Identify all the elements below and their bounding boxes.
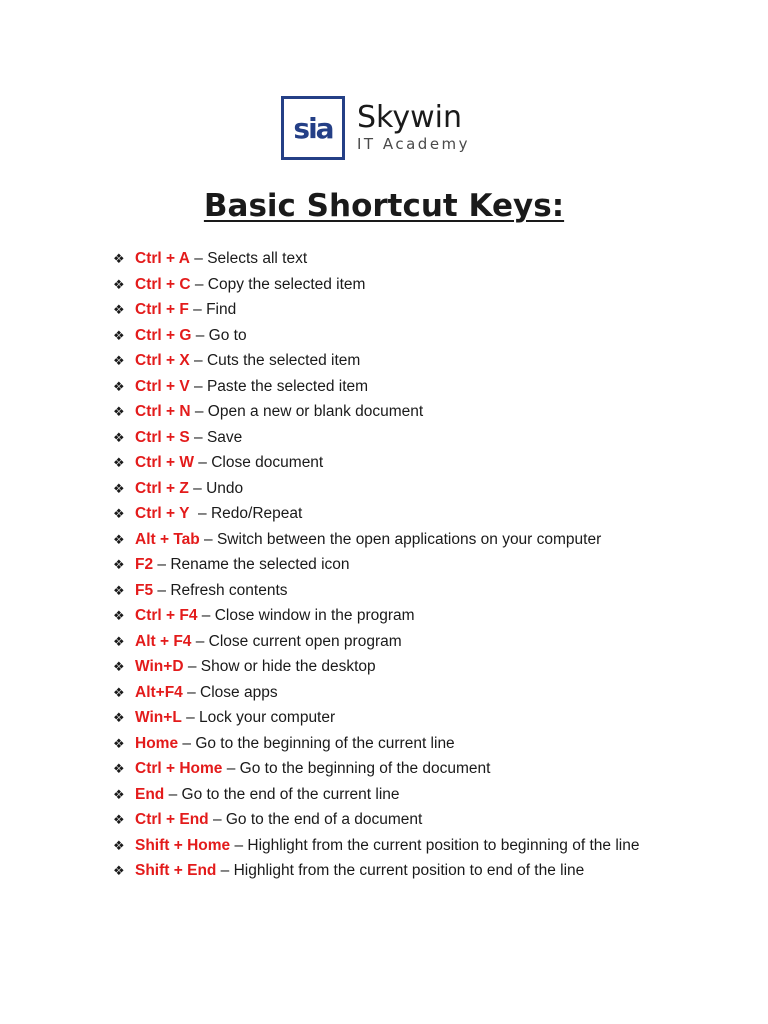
list-item xyxy=(113,374,639,400)
shortcut-separator: – xyxy=(222,760,240,777)
shortcut-key: Home xyxy=(135,734,179,752)
shortcut-key: Win+D xyxy=(135,658,184,675)
diamond-bullet-icon: ❖ xyxy=(113,786,125,802)
shortcut-description: Go to the beginning of the document xyxy=(239,760,491,777)
shortcut-key: Ctrl + F xyxy=(135,301,189,318)
list-item xyxy=(113,476,639,502)
shortcut-description: Show or hide the desktop xyxy=(200,658,376,675)
shortcut-description: Cuts the selected item xyxy=(206,352,361,369)
shortcut-description: Highlight from the current position to beginning of the line xyxy=(247,836,640,854)
shortcut-separator: – xyxy=(190,403,208,420)
diamond-bullet-icon: ❖ xyxy=(113,582,125,598)
shortcut-key: Ctrl + W xyxy=(135,454,194,471)
diamond-bullet-icon: ❖ xyxy=(113,659,125,674)
shortcut-description: Go to the end of the current line xyxy=(181,785,400,803)
shortcut-description: Open a new or blank document xyxy=(207,403,424,420)
shortcut-separator: – xyxy=(191,326,209,344)
shortcut-separator: – xyxy=(199,530,217,548)
list-item xyxy=(113,833,639,859)
diamond-bullet-icon: ❖ xyxy=(113,608,125,623)
list-item xyxy=(113,654,639,680)
shortcut-separator: – xyxy=(189,250,208,267)
shortcut-separator: – xyxy=(182,683,201,701)
shortcut-key: Ctrl + Home xyxy=(135,760,223,777)
shortcut-separator: – xyxy=(164,785,182,803)
shortcut-separator: – xyxy=(181,709,200,726)
shortcut-key: Ctrl + C xyxy=(135,275,191,293)
shortcut-key: Ctrl + Y xyxy=(135,505,190,522)
list-item xyxy=(113,603,639,629)
shortcut-key: Ctrl + N xyxy=(135,403,191,420)
list-item xyxy=(113,782,639,808)
list-item xyxy=(113,501,639,527)
logo xyxy=(281,93,470,163)
diamond-bullet-icon: ❖ xyxy=(113,506,125,521)
diamond-bullet-icon: ❖ xyxy=(113,251,125,266)
shortcut-separator: – xyxy=(183,658,201,675)
list-item xyxy=(113,425,639,451)
diamond-bullet-icon: ❖ xyxy=(113,302,125,317)
diamond-bullet-icon: ❖ xyxy=(113,837,125,853)
shortcut-description: Paste the selected item xyxy=(206,377,369,395)
shortcut-separator: – xyxy=(188,479,207,497)
shortcut-description: Rename the selected icon xyxy=(170,556,350,573)
shortcut-description: Go to the beginning of the current line xyxy=(195,734,455,752)
shortcut-separator: – xyxy=(189,428,207,446)
list-item xyxy=(113,705,639,731)
diamond-bullet-icon: ❖ xyxy=(113,812,125,827)
shortcut-description: Switch between the open applications on your computer xyxy=(216,530,602,548)
shortcut-description: Selects all text xyxy=(207,250,308,267)
list-item xyxy=(113,399,639,425)
shortcut-separator: – xyxy=(191,632,209,650)
page-title: Basic Shortcut Keys: xyxy=(203,188,565,224)
diamond-bullet-icon: ❖ xyxy=(113,276,125,292)
shortcut-separator: – xyxy=(190,275,208,293)
shortcut-separator: – xyxy=(178,734,196,752)
list-item xyxy=(113,756,639,782)
diamond-bullet-icon: ❖ xyxy=(113,684,125,700)
list-item xyxy=(113,450,639,476)
list-item xyxy=(113,858,639,884)
shortcut-separator: – xyxy=(153,581,171,599)
shortcut-description: Copy the selected item xyxy=(207,275,366,293)
shortcut-key: Shift + Home xyxy=(135,836,231,854)
shortcut-separator: – xyxy=(208,811,226,828)
list-item xyxy=(113,629,639,655)
list-item xyxy=(113,246,639,272)
logo-text xyxy=(357,102,470,154)
shortcut-key: Alt+F4 xyxy=(135,683,183,701)
shortcut-key: Alt + F4 xyxy=(135,632,192,650)
diamond-bullet-icon: ❖ xyxy=(113,710,125,725)
logo-mark-text: sia xyxy=(293,111,333,145)
shortcut-description: Undo xyxy=(206,479,244,497)
shortcut-key: F2 xyxy=(135,556,154,573)
list-item xyxy=(113,527,639,553)
shortcut-description: Refresh contents xyxy=(170,581,288,599)
shortcut-key: Ctrl + V xyxy=(135,377,190,395)
shortcut-description: Close window in the program xyxy=(214,607,415,624)
shortcut-key: Ctrl + F4 xyxy=(135,607,198,624)
list-item xyxy=(113,272,639,298)
list-item xyxy=(113,297,639,323)
shortcut-key: End xyxy=(135,785,165,803)
shortcut-description: Highlight from the current position to end of the line xyxy=(233,862,585,879)
shortcut-separator: – xyxy=(153,556,171,573)
shortcut-key: Ctrl + G xyxy=(135,326,192,344)
logo-mark xyxy=(281,96,345,160)
list-item xyxy=(113,680,639,706)
shortcut-description: Save xyxy=(206,428,243,446)
shortcut-key: Ctrl + A xyxy=(135,250,190,267)
shortcut-key: Win+L xyxy=(135,709,182,726)
diamond-bullet-icon: ❖ xyxy=(113,735,125,751)
list-item xyxy=(113,578,639,604)
diamond-bullet-icon: ❖ xyxy=(113,378,125,394)
logo-subtitle: IT Academy xyxy=(357,135,471,153)
diamond-bullet-icon: ❖ xyxy=(113,761,125,776)
shortcut-separator: – xyxy=(194,454,212,471)
shortcut-description: Lock your computer xyxy=(199,709,336,726)
diamond-bullet-icon: ❖ xyxy=(113,455,125,470)
list-item xyxy=(113,323,639,349)
list-item xyxy=(113,807,639,833)
shortcut-separator: – xyxy=(188,301,207,318)
diamond-bullet-icon: ❖ xyxy=(113,429,125,445)
diamond-bullet-icon: ❖ xyxy=(113,327,125,343)
diamond-bullet-icon: ❖ xyxy=(113,404,125,419)
list-item xyxy=(113,348,639,374)
shortcut-key: Shift + End xyxy=(135,862,217,879)
diamond-bullet-icon: ❖ xyxy=(113,633,125,649)
shortcut-description: Go to xyxy=(208,326,247,344)
shortcut-list xyxy=(113,246,639,884)
shortcut-key: Ctrl + S xyxy=(135,428,190,446)
list-item xyxy=(113,731,639,757)
diamond-bullet-icon: ❖ xyxy=(113,353,125,368)
shortcut-key: F5 xyxy=(135,581,154,599)
shortcut-key: Ctrl + X xyxy=(135,352,190,369)
shortcut-separator: – xyxy=(216,862,234,879)
shortcut-description: Close current open program xyxy=(208,632,402,650)
shortcut-separator: – xyxy=(197,607,215,624)
list-item xyxy=(113,552,639,578)
shortcut-description: Go to the end of a document xyxy=(225,811,423,828)
shortcut-description: Close apps xyxy=(200,683,278,701)
shortcut-separator: – xyxy=(189,505,211,522)
diamond-bullet-icon: ❖ xyxy=(113,531,125,547)
shortcut-description: Find xyxy=(206,301,237,318)
shortcut-separator: – xyxy=(189,352,207,369)
shortcut-description: Redo/Repeat xyxy=(210,505,303,522)
diamond-bullet-icon: ❖ xyxy=(113,480,125,496)
shortcut-description: Close document xyxy=(211,454,324,471)
shortcut-separator: – xyxy=(189,377,207,395)
diamond-bullet-icon: ❖ xyxy=(113,557,125,572)
shortcut-key: Ctrl + End xyxy=(135,811,209,828)
shortcut-separator: – xyxy=(230,836,248,854)
shortcut-key: Alt + Tab xyxy=(135,530,200,548)
logo-name: Skywin xyxy=(357,100,462,135)
shortcut-key: Ctrl + Z xyxy=(135,479,189,497)
diamond-bullet-icon: ❖ xyxy=(113,863,125,878)
